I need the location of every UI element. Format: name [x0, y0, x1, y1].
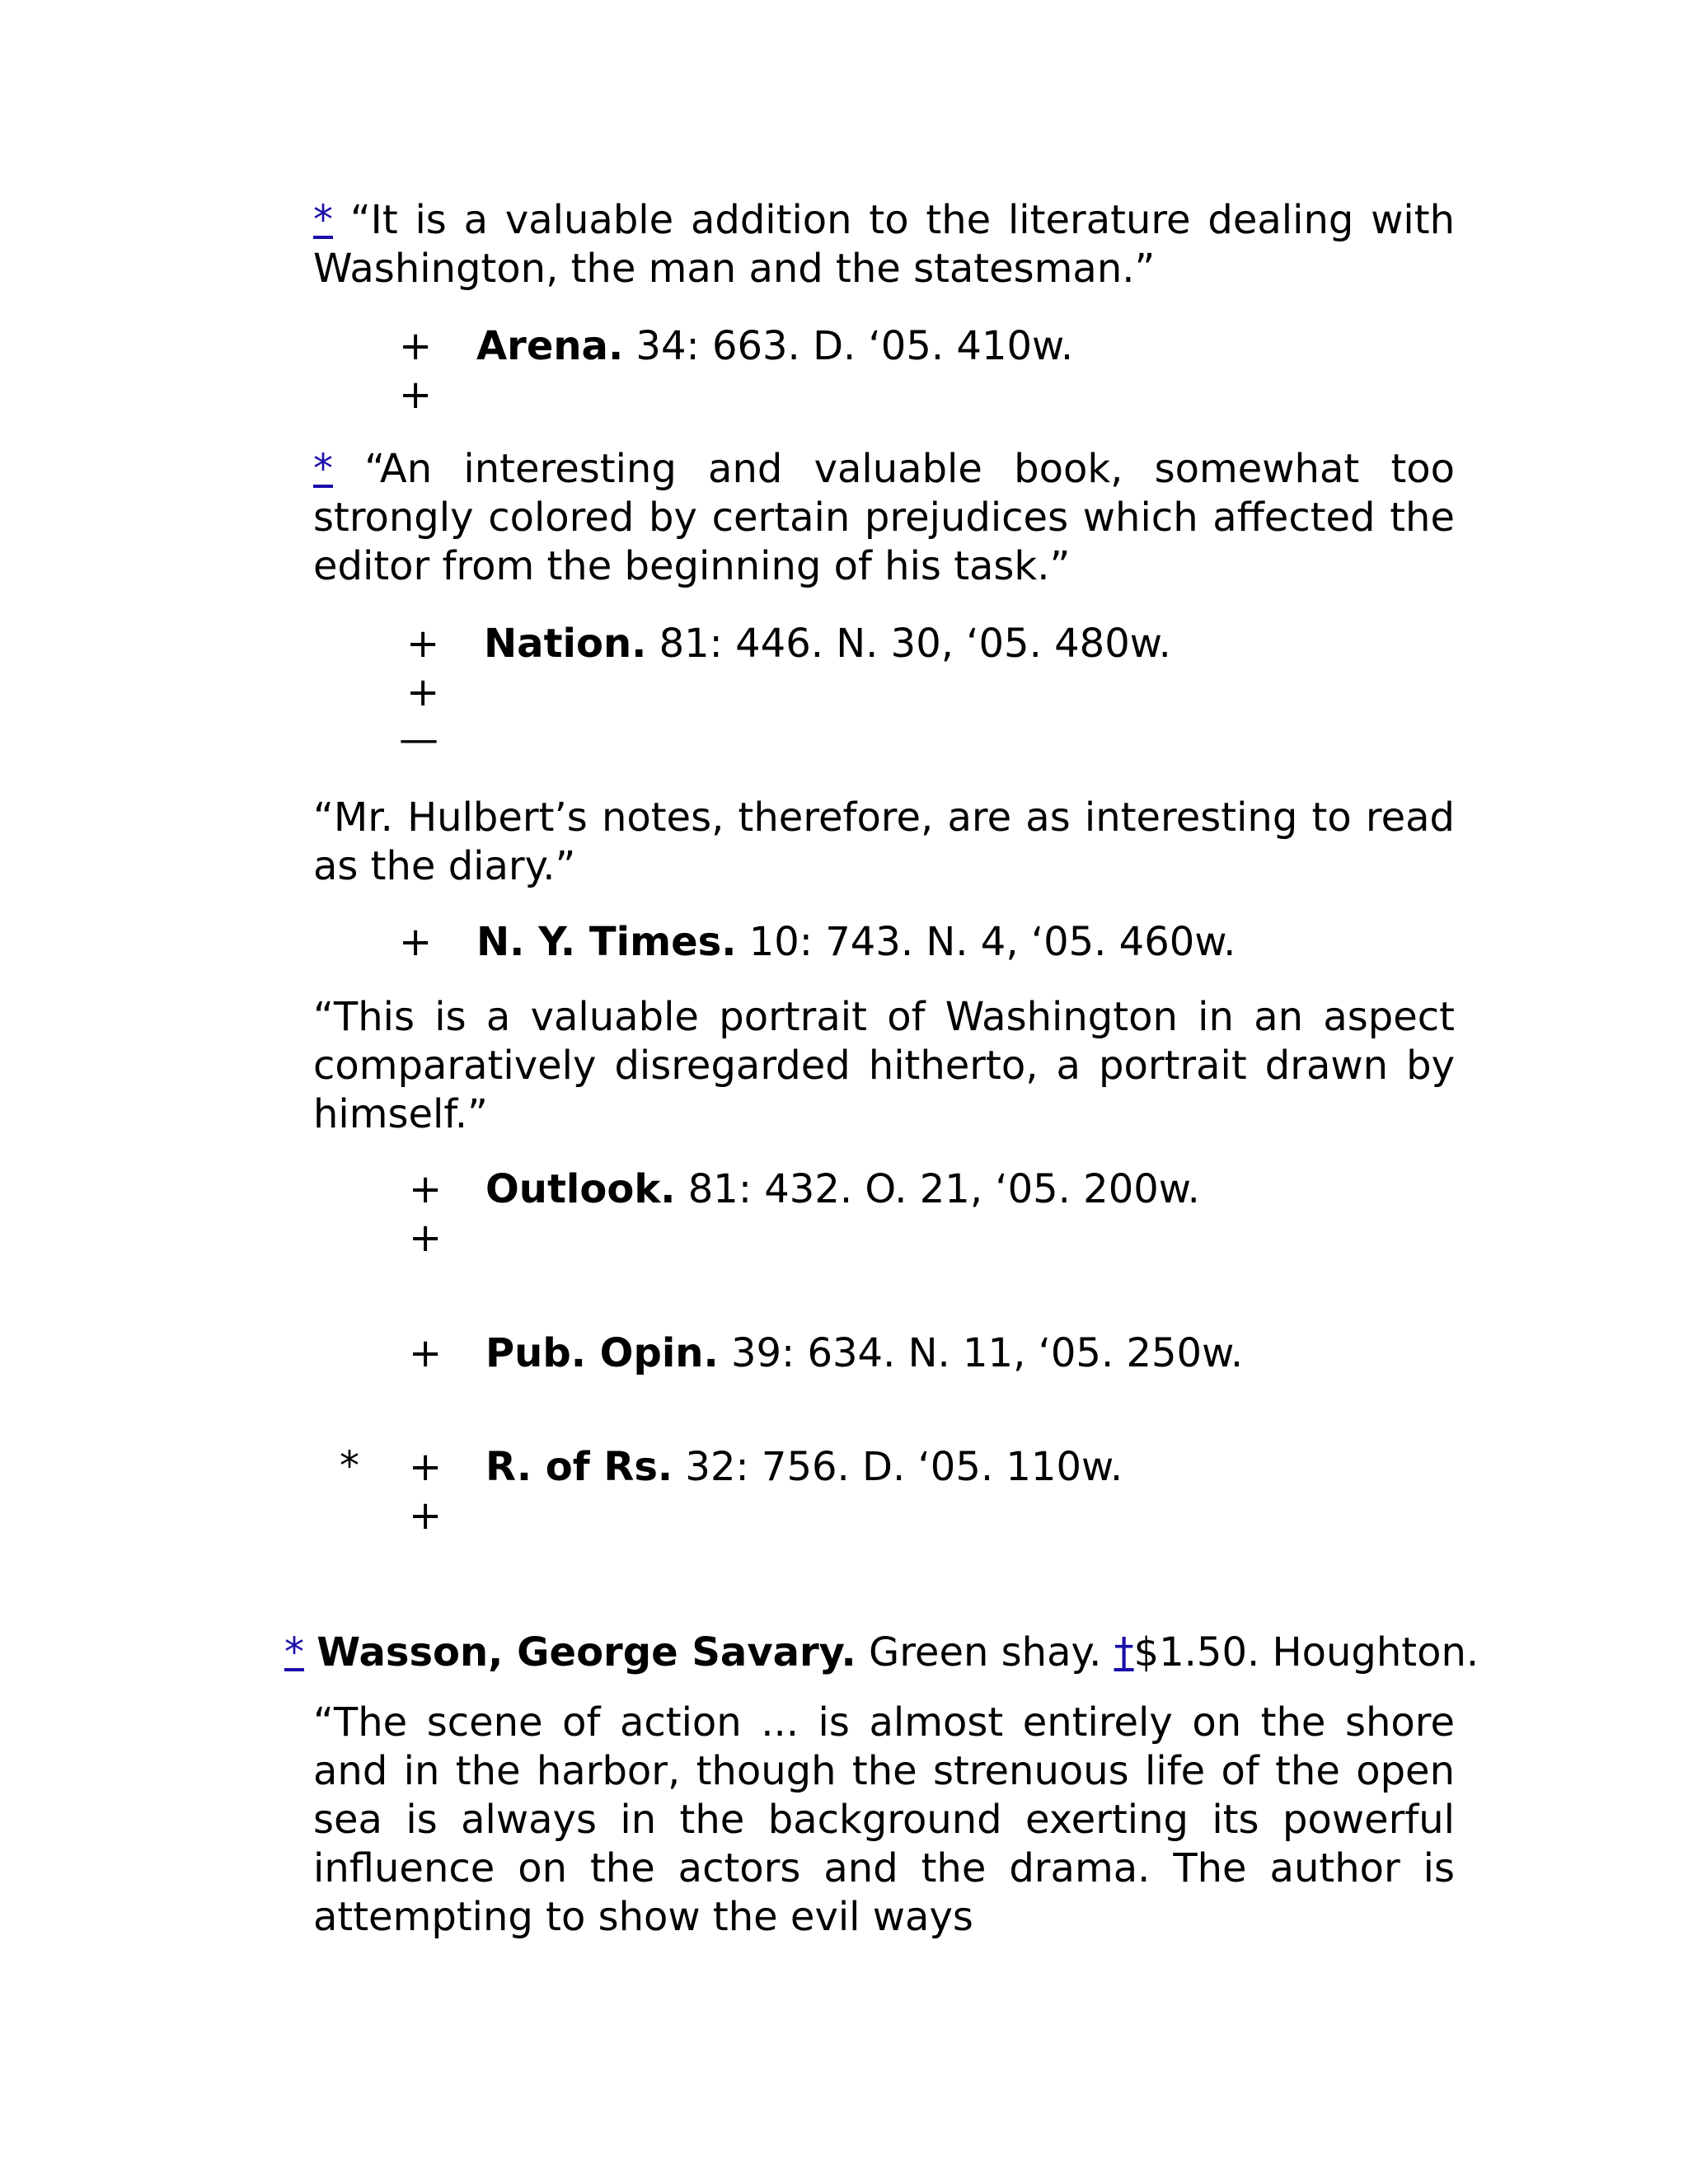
- citation-outlook: [485, 1165, 1200, 1214]
- rating-mark: +: [399, 919, 433, 965]
- source-name: N. Y. Times.: [476, 919, 737, 965]
- rating-mark: +: [399, 323, 433, 369]
- source-name: Outlook.: [485, 1166, 676, 1212]
- citation-details: 34: 663. D. ‘05. 410w.: [623, 323, 1074, 369]
- rating-mark: +: [409, 1444, 443, 1490]
- footnote-link[interactable]: *: [313, 197, 333, 243]
- review-quote-arena: [313, 196, 1455, 293]
- rating-mark: +: [409, 1215, 443, 1261]
- source-name: R. of Rs.: [485, 1444, 673, 1490]
- rating-mark: +: [406, 669, 440, 715]
- citation-pub-opin: [485, 1329, 1243, 1378]
- rating-mark: +: [399, 372, 433, 418]
- quote-text: “This is a valuable portrait of Washington in an aspect comparatively disregarded hitherto, a portrait drawn by himself.”: [313, 994, 1455, 1137]
- quote-text: “It is a valuable addition to the literature dealing with Washington, the man and the statesman.”: [313, 197, 1456, 292]
- footnote-link[interactable]: *: [284, 1629, 304, 1675]
- citation-details: 10: 743. N. 4, ‘05. 460w.: [736, 919, 1236, 965]
- book-review-quote: [313, 1699, 1455, 1942]
- rating-mark: +: [409, 1330, 443, 1376]
- rating-mark: +: [406, 621, 440, 667]
- source-name: Nation.: [484, 621, 647, 667]
- book-entry-heading: [284, 1629, 1479, 1677]
- review-quote-outlook: [313, 993, 1455, 1139]
- footnote-link[interactable]: *: [313, 446, 333, 492]
- review-quote-ny-times: [313, 794, 1455, 891]
- price-footnote-link[interactable]: †: [1114, 1629, 1134, 1675]
- citation-details: 39: 634. N. 11, ‘05. 250w.: [718, 1330, 1244, 1376]
- source-name: Arena.: [476, 323, 624, 369]
- review-quote-nation: [313, 445, 1455, 591]
- citation-arena: [476, 322, 1073, 371]
- citation-details: 81: 432. O. 21, ‘05. 200w.: [675, 1166, 1200, 1212]
- citation-ny-times: [476, 918, 1236, 967]
- price-publisher: $1.50. Houghton.: [1133, 1629, 1479, 1675]
- rating-mark: —: [399, 716, 438, 762]
- citation-details: 81: 446. N. 30, ‘05. 480w.: [646, 621, 1171, 667]
- quote-text: “Mr. Hulbert’s notes, therefore, are as interesting to read as the diary.”: [313, 794, 1455, 889]
- source-name: Pub. Opin.: [485, 1330, 719, 1376]
- citation-nation: [484, 620, 1171, 668]
- author-name: Wasson, George Savary.: [316, 1629, 856, 1675]
- asterisk-mark: *: [340, 1443, 359, 1489]
- rating-mark: +: [409, 1166, 443, 1212]
- citation-details: 32: 756. D. ‘05. 110w.: [673, 1444, 1123, 1490]
- book-title: Green shay.: [856, 1629, 1114, 1675]
- quote-text: “The scene of action ... is almost entirely on the shore and in the harbor, though the strenuous life of the open sea is always in the background exerting its powerful influence on the actors and the drama. The author is attempting to show the evil ways: [313, 1699, 1455, 1940]
- quote-text: “An interesting and valuable book, somewhat too strongly colored by certain prejudices which affected the editor from the beginning of his task.”: [313, 446, 1455, 589]
- citation-r-of-rs: [485, 1443, 1123, 1492]
- rating-mark: +: [409, 1493, 443, 1539]
